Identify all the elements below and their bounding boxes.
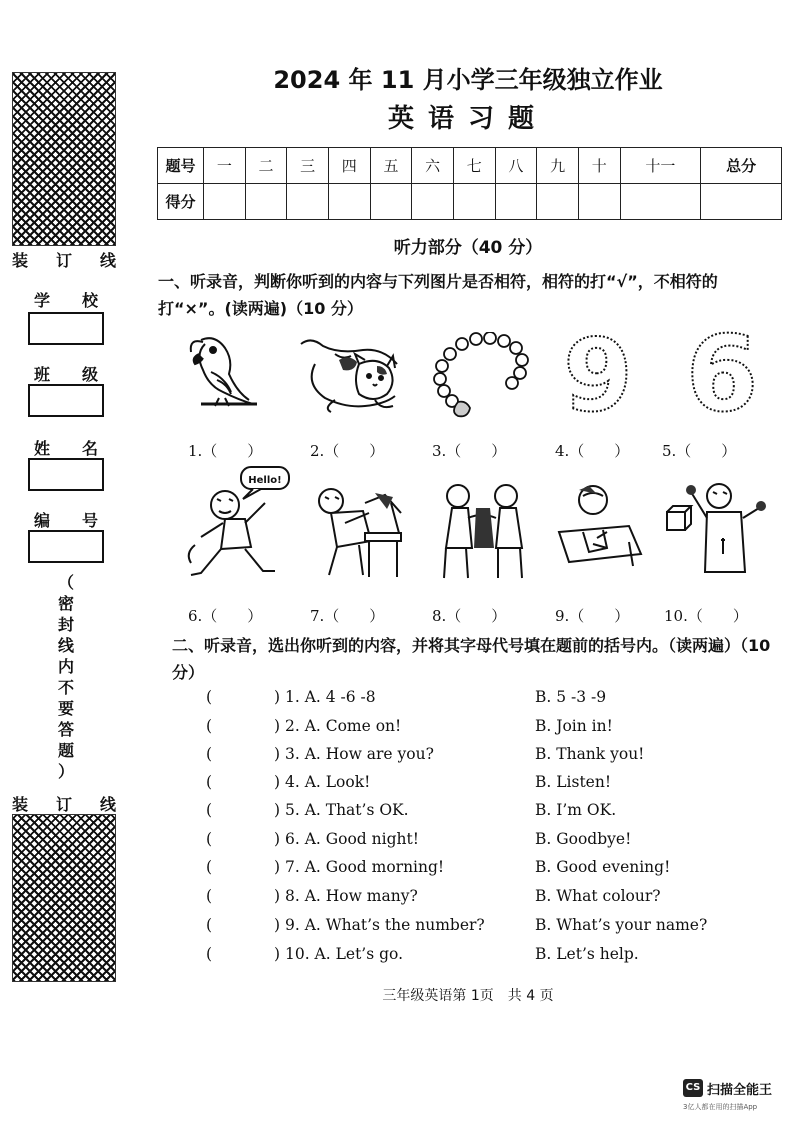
question-6-label: 6.（ ） (188, 607, 263, 625)
number-six-picture (680, 330, 765, 420)
score-col-header: 五 (370, 148, 412, 184)
option-b: B. Let’s help. (535, 945, 639, 963)
score-cell[interactable] (245, 184, 287, 220)
score-cell[interactable] (578, 184, 620, 220)
binding-pattern-top (12, 72, 116, 246)
listening-heading: 听力部分（40 分） (393, 238, 543, 258)
binding-pattern-bottom (12, 814, 116, 982)
score-col-header: 二 (245, 148, 287, 184)
option-a: ) 4. A. Look! (274, 773, 371, 791)
option-a: ) 10. A. Let’s go. (274, 945, 404, 963)
option-a: ) 9. A. What’s the number? (274, 916, 485, 934)
page-footer: 三年级英语第 1页 共 4 页 (382, 988, 554, 1004)
score-cell[interactable] (495, 184, 537, 220)
score-table-header-row (158, 148, 782, 184)
question-9-label: 9.（ ） (555, 607, 630, 625)
option-b: B. 5 -3 -9 (535, 688, 607, 706)
list-item (200, 945, 760, 971)
score-col-header: 三 (287, 148, 329, 184)
binding-line-label-bottom: 装 订 线 (12, 795, 118, 814)
scanner-tagline: 3亿人都在用的扫描App (683, 1103, 758, 1111)
score-cell[interactable] (370, 184, 412, 220)
score-cell[interactable] (453, 184, 495, 220)
numeral-six: 6 (685, 330, 759, 420)
tiger-dice-picture (663, 478, 771, 586)
answer-blank[interactable]: ( (206, 773, 213, 791)
question-4-label: 4.（ ） (555, 442, 630, 460)
option-b: B. Join in! (535, 717, 613, 735)
option-b: B. Thank you! (535, 745, 645, 763)
score-col-header: 四 (328, 148, 370, 184)
score-col-header: 一 (204, 148, 246, 184)
list-item (200, 745, 760, 771)
option-b: B. I’m OK. (535, 801, 617, 819)
score-cell[interactable] (620, 184, 701, 220)
answer-blank[interactable]: ( (206, 945, 213, 963)
school-field[interactable] (28, 312, 104, 345)
seal-notice: （ 密 封 线 内 不 要 答 题 ） (57, 573, 74, 781)
score-col-header: 九 (537, 148, 579, 184)
number-field[interactable] (28, 530, 104, 563)
score-col-header-total: 总分 (701, 148, 782, 184)
answer-blank[interactable]: ( (206, 830, 213, 848)
option-a: ) 5. A. That’s OK. (274, 801, 409, 819)
answer-blank[interactable]: ( (206, 858, 213, 876)
answer-blank[interactable]: ( (206, 887, 213, 905)
option-a: ) 6. A. Good night! (274, 830, 419, 848)
question-10-label: 10.（ ） (664, 607, 748, 625)
question-5-label: 5.（ ） (662, 442, 737, 460)
section2-title: 二、听录音，选出你听到的内容，并将其字母代号填在题前的括号内。（读两遍）（10 分） (172, 636, 771, 682)
score-col-header: 六 (412, 148, 454, 184)
option-a: ) 7. A. Good morning! (274, 858, 445, 876)
scanner-app-name: 扫描全能王 (707, 1083, 773, 1098)
score-col-header: 八 (495, 148, 537, 184)
score-cell[interactable] (537, 184, 579, 220)
question-3-label: 3.（ ） (432, 442, 507, 460)
question-7-label: 7.（ ） (310, 607, 385, 625)
score-table-score-row (158, 184, 782, 220)
number-label: 编 号 (34, 511, 98, 530)
answer-blank[interactable]: ( (206, 916, 213, 934)
score-col-header: 十 (578, 148, 620, 184)
number-nine-picture (556, 332, 641, 420)
numeral-nine: 9 (563, 332, 633, 420)
score-cell[interactable] (701, 184, 782, 220)
tiger-desk-picture (553, 482, 645, 574)
page-subtitle: 英语习题 (387, 104, 548, 134)
list-item (200, 858, 760, 884)
section1-title: 一、听录音，判断你听到的内容与下列图片是否相符，相符的打“√”，不相符的打“×”。(读两遍)（10 分） (158, 272, 718, 318)
option-b: B. Listen! (535, 773, 612, 791)
list-item (200, 717, 760, 743)
score-cell[interactable] (412, 184, 454, 220)
two-animals-picture (432, 478, 536, 582)
answer-blank[interactable]: ( (206, 801, 213, 819)
list-item (200, 773, 760, 799)
list-item (200, 801, 760, 827)
tiger-hello-picture (183, 463, 295, 591)
option-b: B. What’s your name? (535, 916, 708, 934)
tiger-chair-picture (305, 483, 417, 583)
binding-line-label-top: 装 订 线 (12, 251, 118, 270)
score-table (157, 147, 782, 220)
score-cell[interactable] (328, 184, 370, 220)
list-item (200, 887, 760, 913)
score-row-label: 得分 (158, 184, 204, 220)
hello-bubble-text: Hello! (248, 475, 282, 486)
answer-blank[interactable]: ( (206, 745, 213, 763)
scanner-logo-icon: CS (683, 1079, 703, 1097)
list-item (200, 916, 760, 942)
option-a: ) 3. A. How are you? (274, 745, 434, 763)
score-cell[interactable] (287, 184, 329, 220)
page-title: 2024 年 11 月小学三年级独立作业 (273, 66, 663, 94)
class-field[interactable] (28, 384, 104, 417)
class-label: 班 级 (34, 365, 98, 384)
parrot-picture (183, 332, 273, 414)
necklace-picture (430, 332, 535, 420)
name-field[interactable] (28, 458, 104, 491)
score-col-header: 七 (453, 148, 495, 184)
answer-blank[interactable]: ( (206, 717, 213, 735)
option-a: ) 1. A. 4 -6 -8 (274, 688, 376, 706)
question-1-label: 1.（ ） (188, 442, 263, 460)
list-item (200, 688, 760, 714)
question-2-label: 2.（ ） (310, 442, 385, 460)
option-b: B. Goodbye! (535, 830, 632, 848)
score-col-header: 十一 (620, 148, 701, 184)
option-a: ) 2. A. Come on! (274, 717, 402, 735)
cat-picture (295, 334, 410, 416)
score-cell[interactable] (204, 184, 246, 220)
option-b: B. Good evening! (535, 858, 671, 876)
score-table-label: 题号 (158, 148, 204, 184)
school-label: 学 校 (34, 291, 98, 310)
list-item (200, 830, 760, 856)
question-8-label: 8.（ ） (432, 607, 507, 625)
name-label: 姓 名 (34, 439, 98, 458)
option-a: ) 8. A. How many? (274, 887, 418, 905)
option-b: B. What colour? (535, 887, 661, 905)
answer-blank[interactable]: ( (206, 688, 213, 706)
